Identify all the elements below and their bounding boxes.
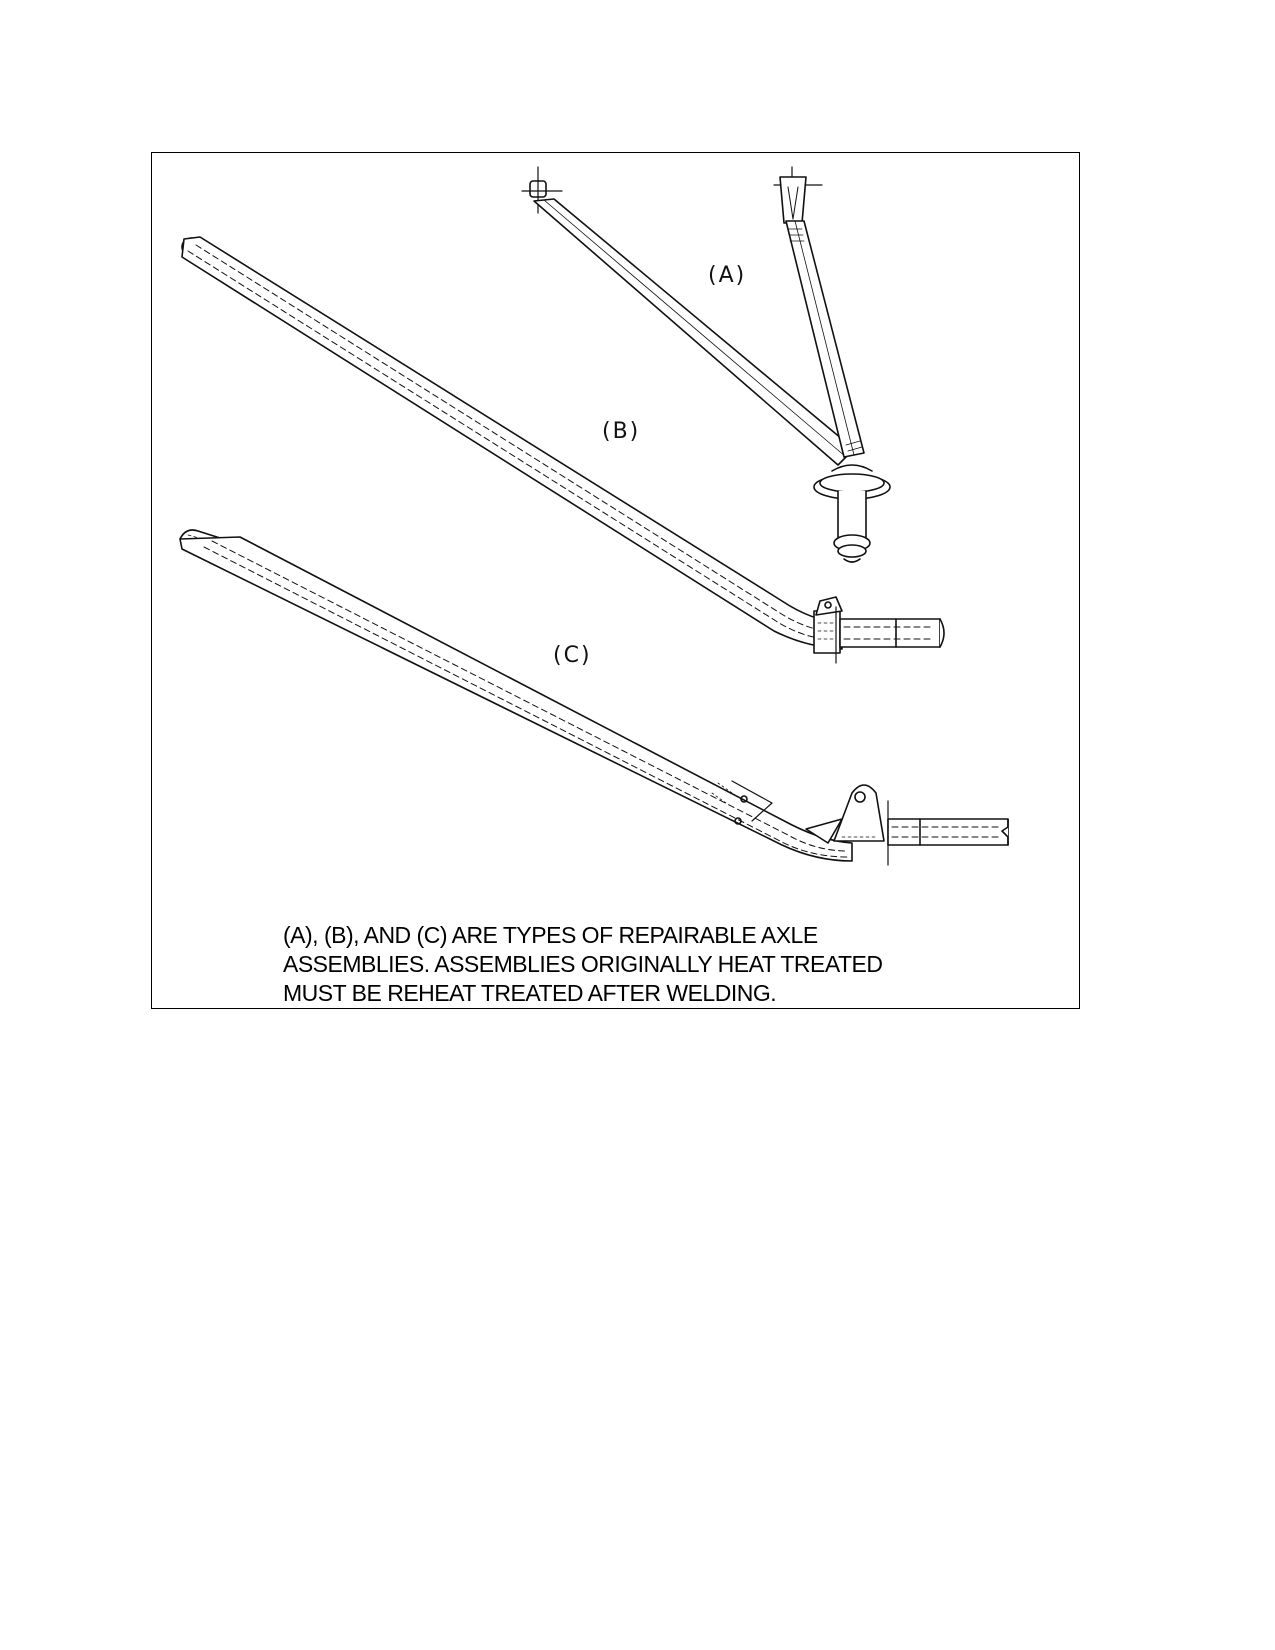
figure-frame xyxy=(151,152,1080,1009)
axle-assembly-c xyxy=(180,530,1008,865)
caption-line-1: (A), (B), AND (C) ARE TYPES OF REPAIRABLE AXLE xyxy=(283,922,818,948)
label-a: (A) xyxy=(708,263,747,288)
caption-line-2: ASSEMBLIES. ASSEMBLIES ORIGINALLY HEAT TREATED xyxy=(283,951,883,977)
label-c: (C) xyxy=(553,643,592,668)
caption-line-3: MUST BE REHEAT TREATED AFTER WELDING. xyxy=(283,980,777,1006)
axle-drawings xyxy=(152,153,1081,1010)
label-b: (B) xyxy=(602,419,641,444)
figure-caption xyxy=(283,921,1043,1008)
